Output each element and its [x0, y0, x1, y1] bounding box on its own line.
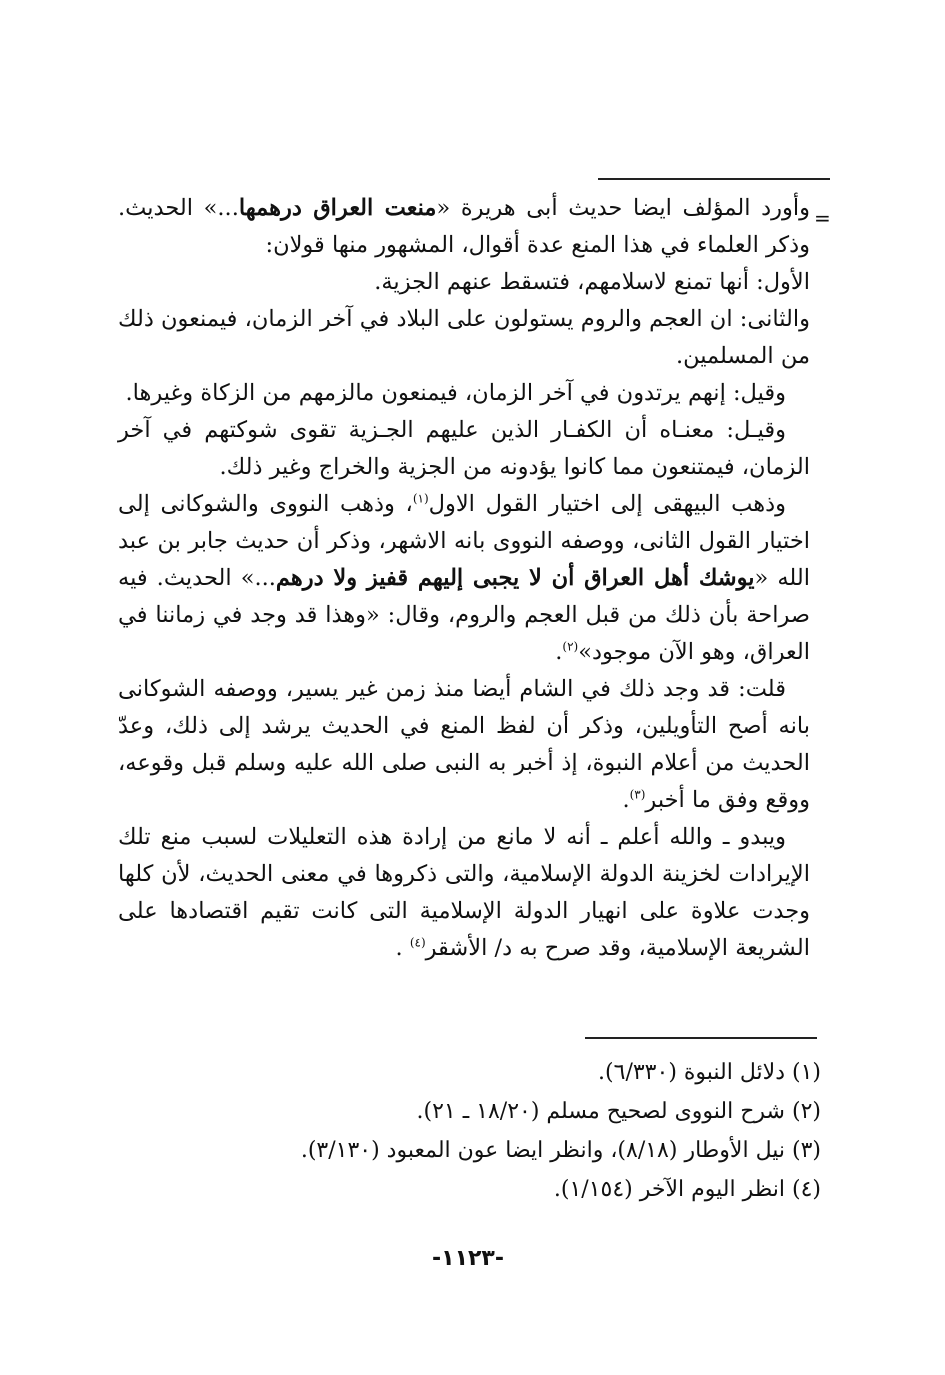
text-run: وذهب البيهقى إلى اختيار القول الاول [428, 491, 786, 517]
text-run: وقيل: إنهم يرتدون في آخر الزمان، فيمنعون مالزمهم من الزكاة وغيرها. [125, 380, 786, 406]
paragraph [118, 264, 810, 301]
text-run: ...» الحديث. فيه صراحة بأن ذلك من قبل العجم والروم، وقال: «وهذا قد وجد في زماننا في العراق، وهو الآن موجود» [118, 565, 810, 665]
footnote-item: (٤) انظر اليوم الآخر (١/١٥٤). [553, 1177, 821, 1202]
text-run: والثانى: ان العجم والروم يستولون على البلاد في آخر الزمان، فيمنعون ذلك من المسلمين. [118, 306, 810, 369]
footnote-item: (٣) نيل الأوطار (٨/١٨)، وانظر ايضا عون المعبود (٣/١٣٠). [300, 1138, 821, 1163]
text-run: . [555, 639, 563, 665]
footnote-reference: (٤) [409, 935, 426, 950]
footnote-reference: (٢) [562, 639, 579, 654]
footnotes [261, 1053, 821, 1209]
text-run: وقيـل: معنـاه أن الكفـار الذين عليهم الجـزية تقوى شوكتهم في آخر الزمان، فيمتنعون مما كانوا يؤدونه من الجزية والخراج وغير ذلك. [118, 417, 810, 480]
paragraph [118, 375, 810, 412]
paragraph [118, 486, 810, 671]
paragraph [118, 301, 810, 375]
footnote-separator-line [585, 1037, 817, 1039]
footnote-item: (٢) شرح النووى لصحيح مسلم (١٨/٢٠ ـ ٢١). [416, 1099, 821, 1124]
text-run: . [622, 787, 630, 813]
footnote-reference: (٣) [629, 787, 646, 802]
text-run: ، وذهب النووى والشوكانى إلى اختيار القول الثانى، ووصفه النووى بانه الاشهر، وذكر أن حديث جابر بن عبد الله « [118, 491, 810, 591]
text-run: الأول: أنها تمنع لاسلامهم، فتسقط عنهم الجزية. [374, 269, 810, 295]
quoted-hadith-text: منعت العراق درهمها [238, 195, 437, 221]
paragraph [118, 412, 810, 486]
main-text [118, 190, 810, 967]
paragraph [118, 190, 810, 264]
text-run: . [395, 935, 410, 961]
page-number: -١١٢٣- [432, 1246, 504, 1271]
paragraph [118, 819, 810, 967]
footnote-reference: (١) [412, 491, 429, 506]
quoted-hadith-text: يوشك أهل العراق أن لا يجبى إليهم قفيز ولا درهم [275, 565, 755, 591]
continuation-marker: = [814, 206, 831, 230]
text-run: ...» الحديث. وذكر العلماء في هذا المنع عدة أقوال، المشهور منها قولان: [118, 195, 810, 258]
text-run: قلت: قد وجد ذلك في الشام أيضا منذ زمن غير يسير، ووصفه الشوكانى بانه أصح التأويلين، وذكر أن لفظ المنع في الحديث يرشد إلى ذلك، وعدّ الحديث من أعلام النبوة، إذ أخبر به النبى صلى الله عليه وسلم قبل وقوعه، ووقع وفق ما أخبر [118, 676, 810, 813]
paragraph [118, 671, 810, 819]
top-separator-line [598, 178, 830, 180]
text-run: وأورد المؤلف ايضا حديث أبى هريرة « [436, 195, 810, 221]
footnote-item: (١) دلائل النبوة (٦/٣٣٠). [598, 1060, 821, 1085]
text-run: ويبدو ـ والله أعلم ـ أنه لا مانع من إرادة هذه التعليلات لسبب منع تلك الإيرادات لخزينة الدولة الإسلامية، والتى ذكروها في معنى الحديث، لأن كلها وجدت علاوة على انهيار الدولة الإسلامية التى كانت تقيم اقتصادها على الشريعة الإسلامية، وقد صرح به د/ الأشقر [118, 824, 810, 961]
